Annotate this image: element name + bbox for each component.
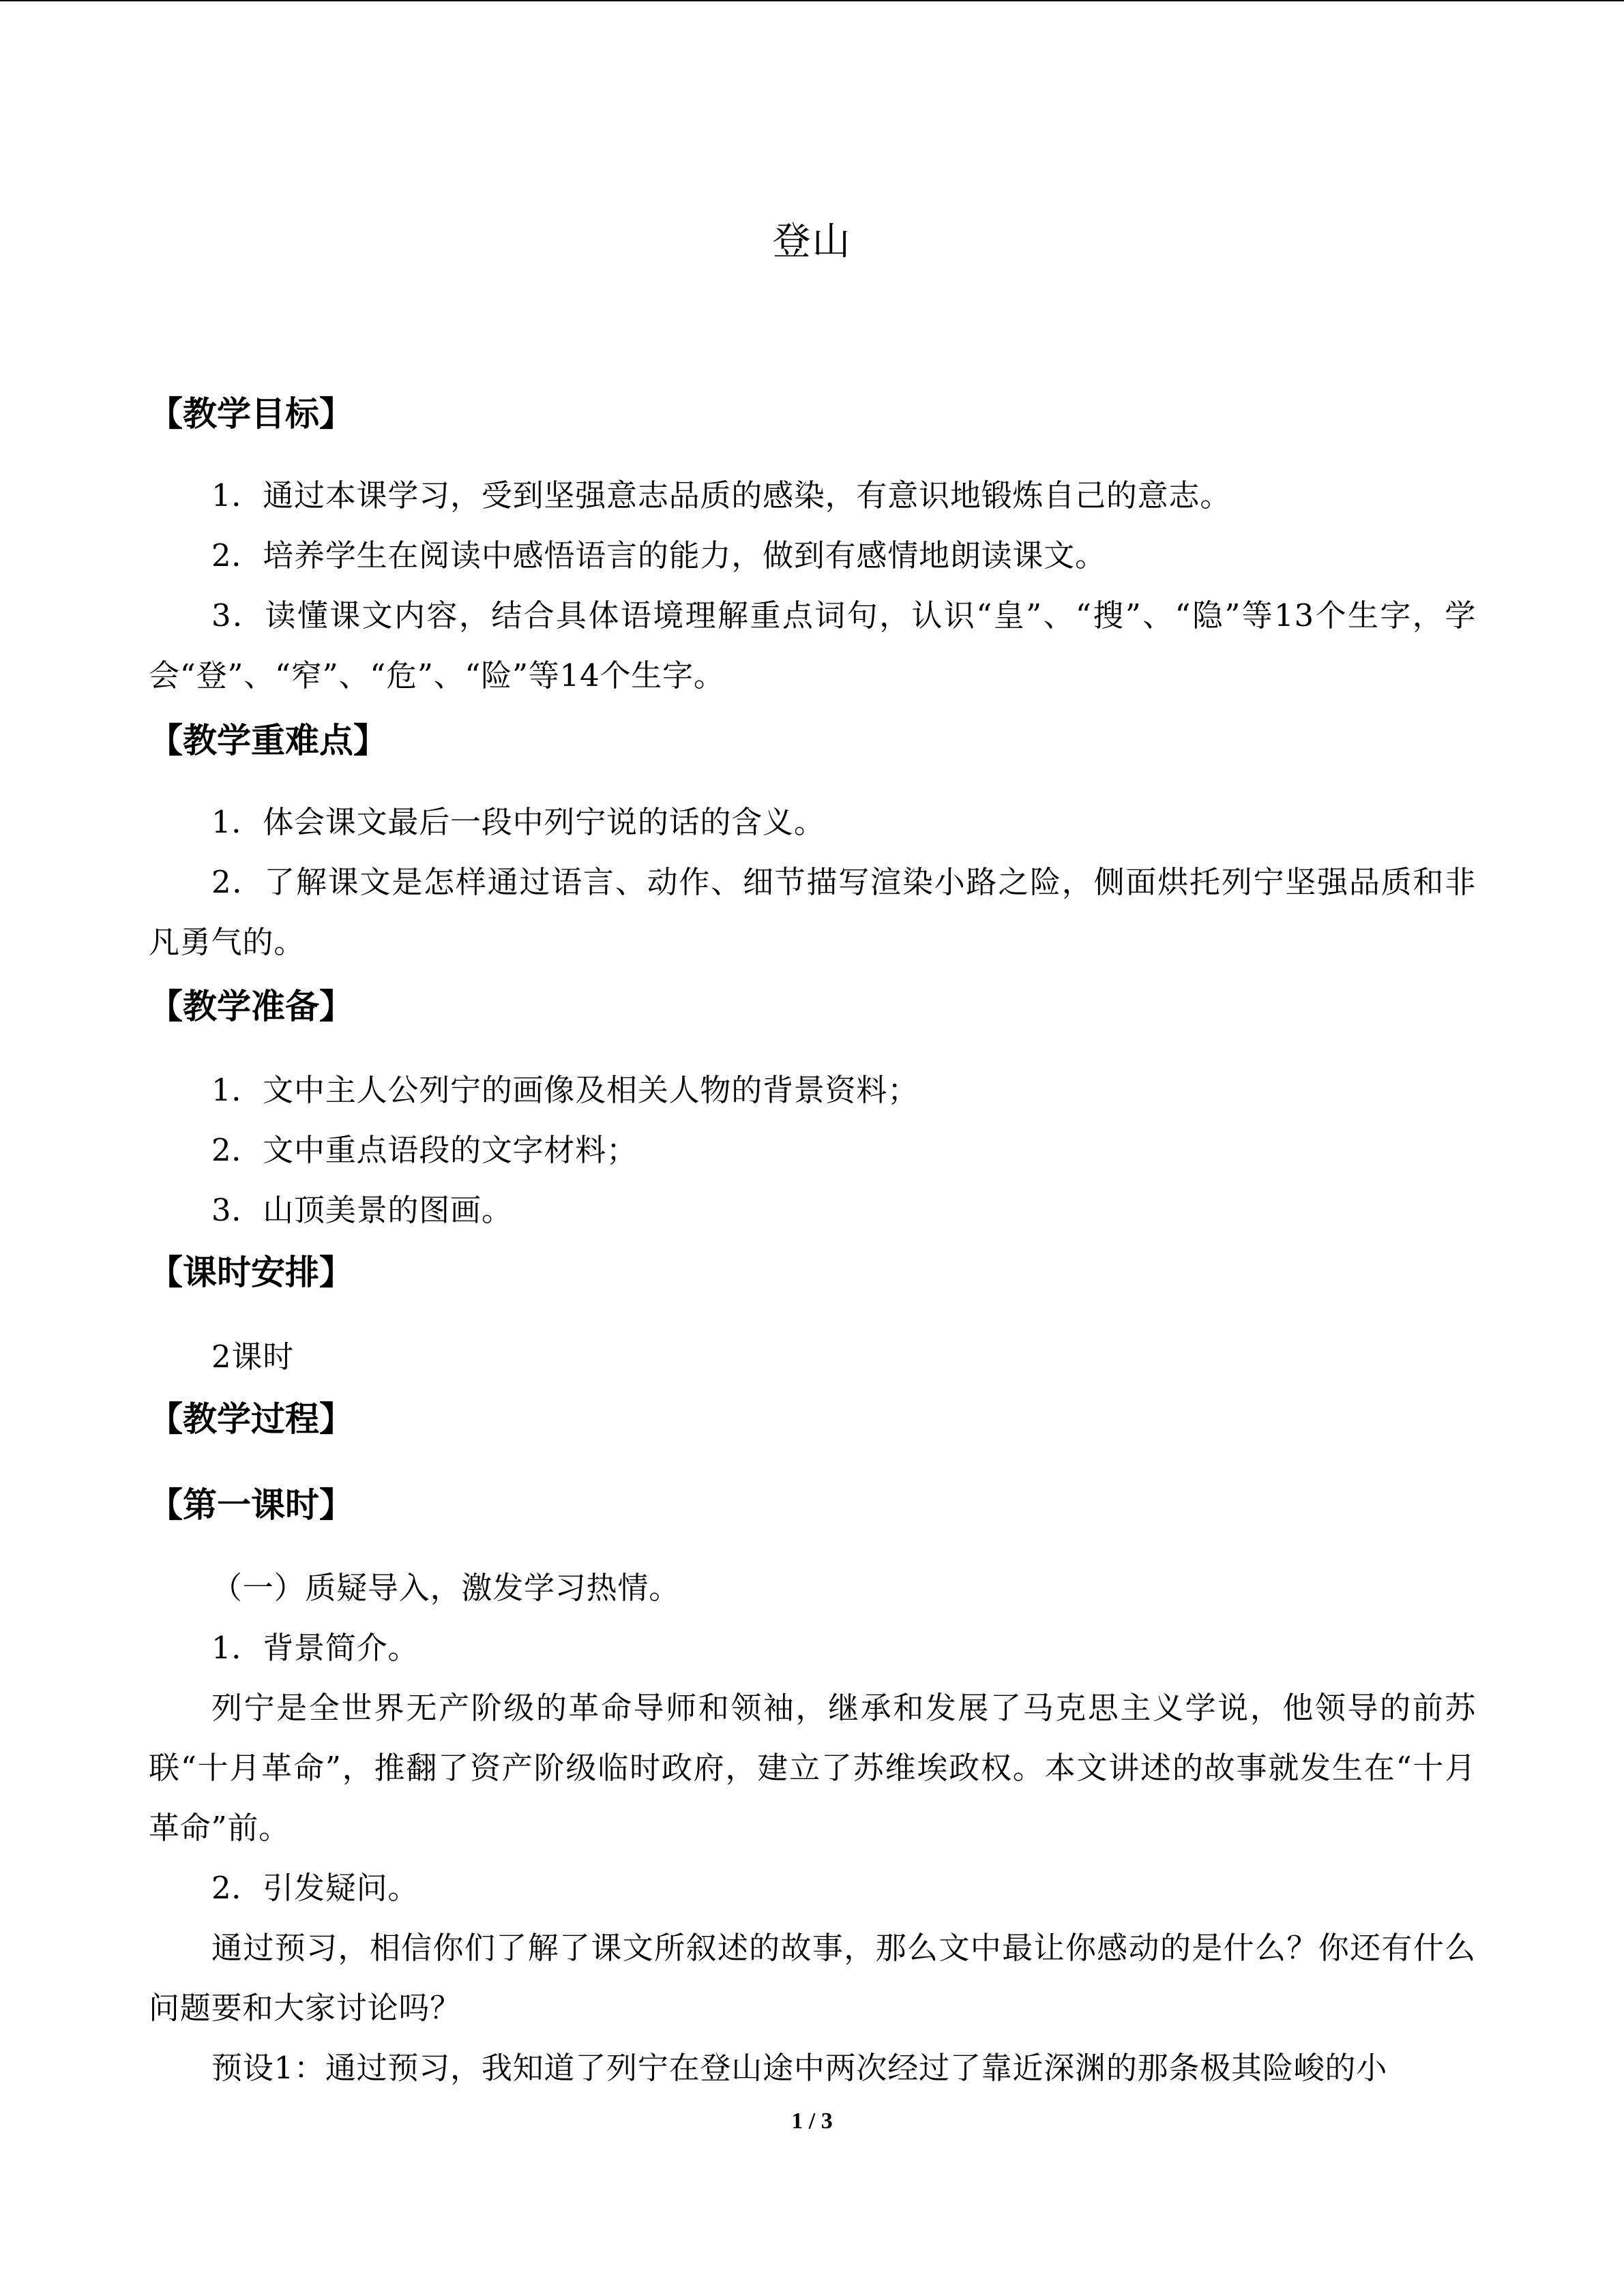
lesson-one-background-title: 1．背景简介。 (211, 1630, 419, 1666)
lesson-one-question-text: 通过预习，相信你们了解了课文所叙述的故事，那么文中最让你感动的是什么？你还有什么问题要和大家讨论吗？ (149, 1930, 1476, 2026)
page-number: 1 / 3 (791, 2108, 833, 2134)
lesson-one-preset-1: 预设1：通过预习，我知道了列宁在登山途中两次经过了靠近深渊的那条极其险峻的小 (211, 2050, 1388, 2086)
goal-item-2: 2．培养学生在阅读中感悟语言的能力，做到有感情地朗读课文。 (211, 537, 1106, 573)
key-point-item-2: 2．了解课文是怎样通过语言、动作、细节描写渲染小路之险，侧面烘托列宁坚强品质和非凡勇气的。 (149, 864, 1476, 960)
preparation-item-1: 1．文中主人公列宁的画像及相关人物的背景资料； (211, 1072, 919, 1108)
schedule-item: 2课时 (211, 1339, 295, 1375)
preparation-item-2: 2．文中重点语段的文字材料； (211, 1132, 638, 1168)
goal-item-1: 1．通过本课学习，受到坚强意志品质的感染，有意识地锻炼自己的意志。 (211, 477, 1232, 513)
lesson-one-background-text: 列宁是全世界无产阶级的革命导师和领袖，继承和发展了马克思主义学说，他领导的前苏联“十月革命”，推翻了资产阶级临时政府，建立了苏维埃政权。本文讲述的故事就发生在“十月革命”前。 (149, 1690, 1476, 1846)
lesson-one-question-title: 2．引发疑问。 (211, 1870, 419, 1906)
goal-item-3: 3．读懂课文内容，结合具体语境理解重点词句，认识“皇”、“搜”、“隐”等13个生字，学会“登”、“窄”、“危”、“险”等14个生字。 (149, 597, 1476, 694)
section-heading-teaching-goals: 【教学目标】 (149, 394, 353, 434)
document-title: 登山 (772, 220, 852, 264)
section-heading-teaching-process: 【教学过程】 (149, 1399, 353, 1439)
section-heading-schedule: 【课时安排】 (149, 1253, 353, 1292)
lesson-one-step-1: （一）质疑导入，激发学习热情。 (211, 1570, 681, 1606)
section-heading-lesson-one: 【第一课时】 (149, 1485, 353, 1525)
preparation-item-3: 3．山顶美景的图画。 (211, 1192, 513, 1228)
section-heading-key-points: 【教学重难点】 (149, 721, 387, 760)
key-point-item-1: 1．体会课文最后一段中列宁说的话的含义。 (211, 804, 825, 840)
section-heading-preparation: 【教学准备】 (149, 987, 353, 1026)
